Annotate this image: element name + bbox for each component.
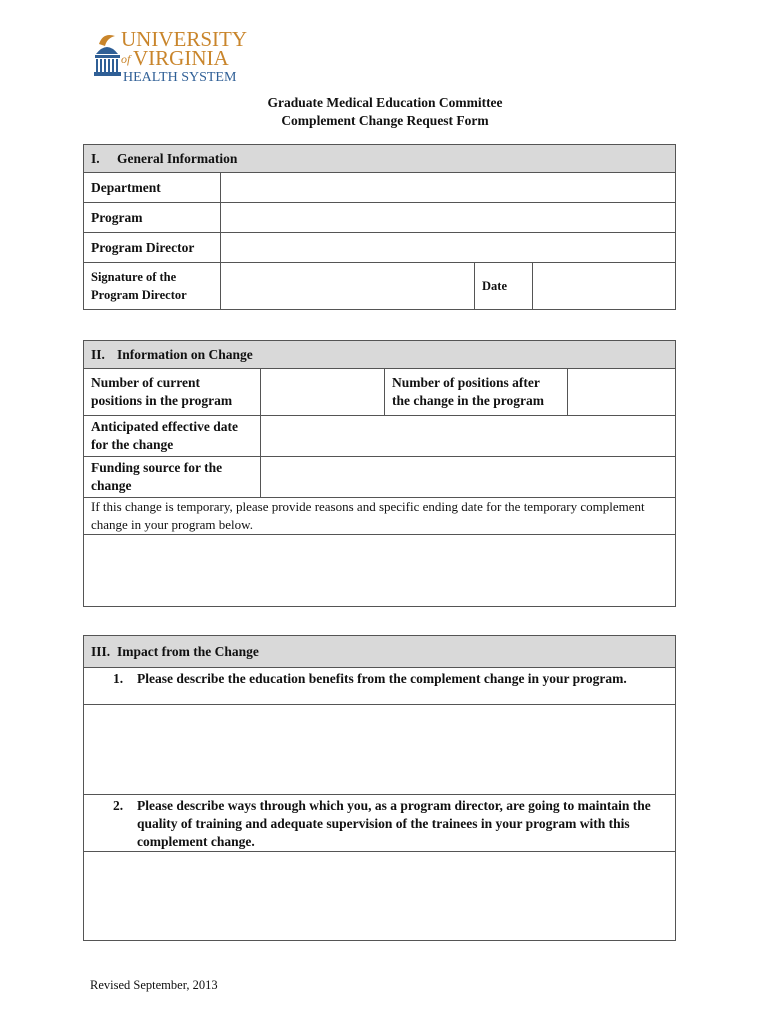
program-director-label: Program Director	[84, 233, 221, 263]
section-number: III.	[91, 643, 111, 659]
date-field[interactable]	[533, 263, 676, 310]
section-number: II.	[91, 346, 105, 362]
information-on-change-section	[83, 340, 676, 607]
signature-field[interactable]	[221, 263, 475, 310]
question-text: Please describe the education benefits from the complement change in your program.	[137, 671, 627, 686]
department-field[interactable]	[221, 173, 676, 203]
rotunda-icon	[93, 28, 253, 84]
temporary-change-field[interactable]	[84, 535, 676, 607]
impact-section	[83, 635, 676, 941]
section-header	[84, 145, 676, 173]
question-1-answer-field[interactable]	[84, 705, 676, 795]
current-positions-field[interactable]	[261, 369, 385, 416]
section-title: General Information	[117, 150, 238, 166]
question-2-answer-field[interactable]	[84, 852, 676, 941]
positions-after-label: Number of positions after the change in the program	[385, 369, 568, 416]
program-field[interactable]	[221, 203, 676, 233]
program-director-field[interactable]	[221, 233, 676, 263]
question-1	[84, 668, 676, 705]
question-number: 2.	[113, 798, 124, 813]
form-committee-title: Graduate Medical Education Committee	[267, 95, 503, 110]
date-label: Date	[475, 263, 533, 310]
effective-date-field[interactable]	[261, 416, 676, 457]
section-header	[84, 636, 676, 668]
svg-text:HEALTH SYSTEM: HEALTH SYSTEM	[123, 70, 237, 84]
signature-label: Signature of the Program Director	[84, 263, 221, 310]
section-title: Information on Change	[117, 346, 253, 362]
svg-text:VIRGINIA: VIRGINIA	[133, 46, 229, 70]
question-number: 1.	[113, 671, 124, 686]
svg-text:UNIVERSITY: UNIVERSITY	[121, 28, 247, 51]
svg-text:of: of	[121, 52, 131, 66]
temporary-change-note: If this change is temporary, please provide reasons and specific ending date for the temporary complement change in your program below.	[84, 498, 676, 535]
current-positions-label: Number of current positions in the program	[84, 369, 261, 416]
section-title: Impact from the Change	[117, 643, 259, 659]
form-title: Complement Change Request Form	[281, 113, 489, 128]
positions-after-field[interactable]	[568, 369, 676, 416]
section-number: I.	[91, 150, 100, 166]
section-header	[84, 341, 676, 369]
program-label: Program	[84, 203, 221, 233]
effective-date-label: Anticipated effective date for the change	[84, 416, 261, 457]
question-text: Please describe ways through which you, as a program director, are going to maintain the quality of training and adequate supervision of the trainees in your program with this complement change.	[137, 798, 651, 849]
department-label: Department	[84, 173, 221, 203]
funding-source-field[interactable]	[261, 457, 676, 498]
general-information-section	[83, 144, 676, 310]
revision-date: Revised September, 2013	[90, 978, 218, 992]
funding-source-label: Funding source for the change	[84, 457, 261, 498]
question-2	[84, 795, 676, 852]
university-logo	[93, 28, 253, 84]
